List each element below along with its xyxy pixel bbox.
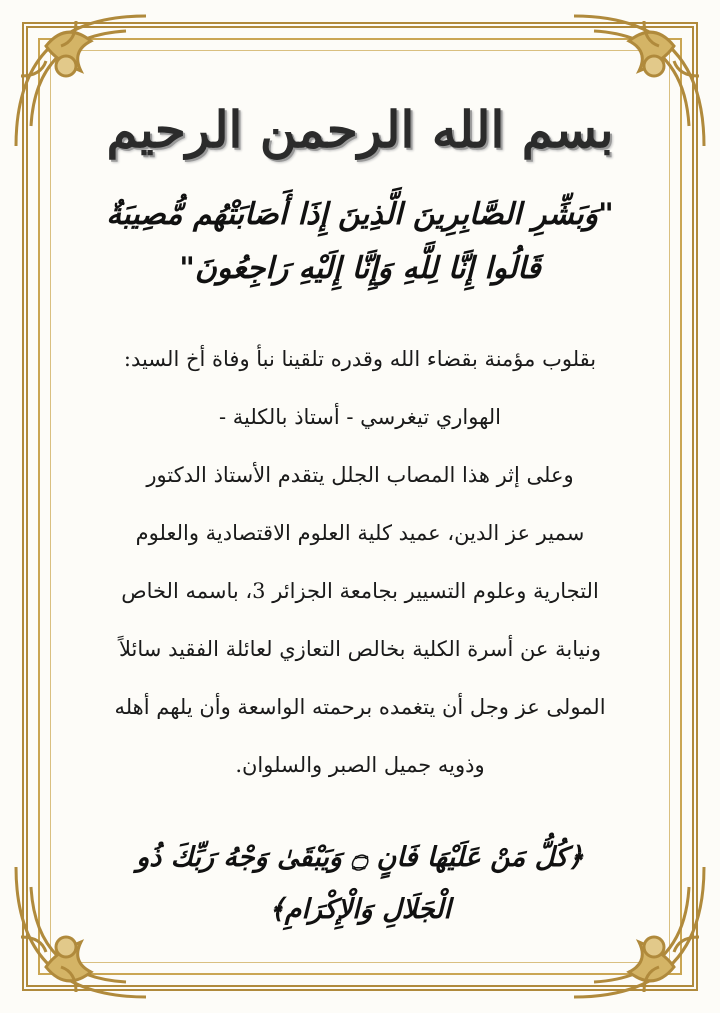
message-line: بقلوب مؤمنة بقضاء الله وقدره تلقينا نبأ وفاة أخ السيد: xyxy=(123,347,597,371)
message-line: ونيابة عن أسرة الكلية بخالص التعازي لعائلة الفقيد سائلاً xyxy=(119,637,601,661)
message-line: التجارية وعلوم التسيير بجامعة الجزائر 3، باسمه الخاص xyxy=(121,579,599,603)
message-line: سمير عز الدين، عميد كلية العلوم الاقتصادية والعلوم xyxy=(135,521,585,545)
message-line: وعلى إثر هذا المصاب الجلل يتقدم الأستاذ الدكتور xyxy=(146,463,574,487)
closing-line: ﴿كُلُّ مَنْ عَلَيْهَا فَانٍ ۝ وَيَبْقَىٰ وَجْهُ رَبِّكَ ذُو xyxy=(136,842,584,873)
message-line: الهواري تيغرسي - أستاذ بالكلية - xyxy=(218,405,502,429)
message-line: وذويه جميل الصبر والسلوان. xyxy=(235,753,485,777)
closing-verse xyxy=(80,832,640,936)
quran-verse xyxy=(80,188,640,296)
verse-line: قَالُوا إِنَّا لِلَّهِ وَإِنَّا إِلَيْهِ رَاجِعُونَ" xyxy=(179,251,541,286)
card-content xyxy=(80,80,640,953)
closing-line: الْجَلَالِ وَالْإِكْرَامِ﴾ xyxy=(268,894,451,925)
message-line: المولى عز وجل أن يتغمده برحمته الواسعة وأن يلهم أهله xyxy=(114,695,606,719)
verse-line: "وَبَشِّرِ الصَّابِرِينَ الَّذِينَ إِذَا أَصَابَتْهُم مُّصِيبَةٌ xyxy=(106,197,614,232)
condolence-message xyxy=(80,330,640,794)
basmala-calligraphy: بسم الله الرحمن الرحيم xyxy=(106,100,614,159)
